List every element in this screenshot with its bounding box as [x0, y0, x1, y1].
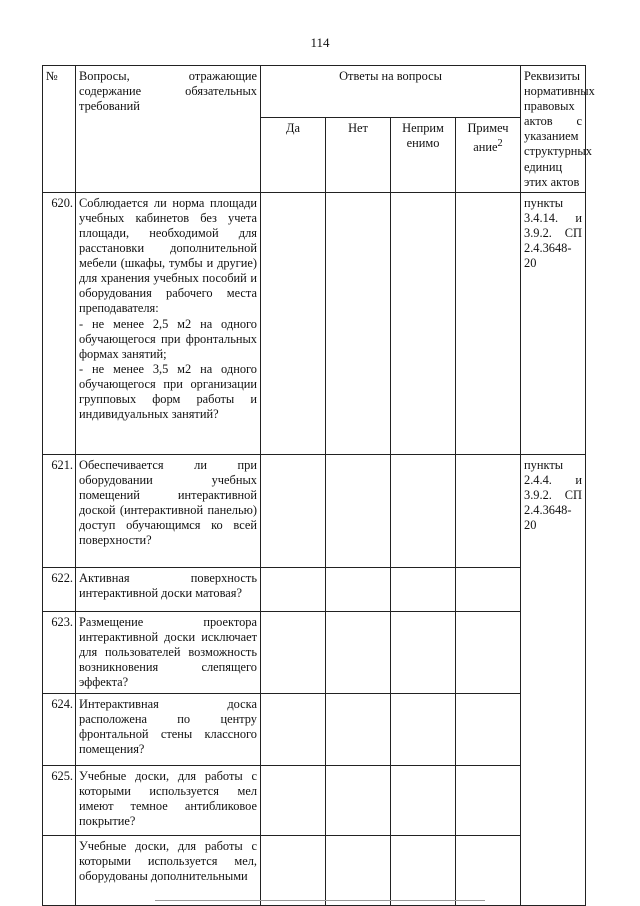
header-num: №	[43, 66, 76, 193]
header-note-tail: ание	[473, 140, 498, 155]
row-question: Учебные доски, для работы с которыми используется мел, оборудованы дополнительными	[76, 835, 261, 905]
answer-yes-cell[interactable]	[261, 192, 326, 454]
row-question: Размещение проектора интерактивной доски исключает для пользователей возможность возникновения слепящего эффекта?	[76, 611, 261, 693]
requirements-table	[42, 65, 595, 906]
row-number	[43, 835, 76, 905]
answer-note-cell[interactable]	[456, 454, 521, 567]
answer-yes-cell[interactable]	[261, 835, 326, 905]
answer-yes-cell[interactable]	[261, 567, 326, 611]
table-row	[43, 192, 586, 454]
answer-no-cell[interactable]	[326, 192, 391, 454]
answer-note-cell[interactable]	[456, 693, 521, 765]
answer-no-cell[interactable]	[326, 765, 391, 835]
header-questions: Вопросы, отражающие содержание обязательных требований	[76, 66, 261, 193]
row-question: Учебные доски, для работы с которыми используется мел имеют темное антибликовое покрытие?	[76, 765, 261, 835]
header-note-label: Примеч	[467, 120, 509, 135]
answer-note-cell[interactable]	[456, 765, 521, 835]
bottom-divider	[155, 900, 485, 901]
answer-na-cell[interactable]	[391, 835, 456, 905]
row-question: Активная поверхность интерактивной доски матовая?	[76, 567, 261, 611]
row-reference: пункты 2.4.4. и 3.9.2. СП 2.4.3648-20	[521, 454, 586, 905]
header-answers: Ответы на вопросы	[261, 66, 521, 118]
answer-no-cell[interactable]	[326, 611, 391, 693]
answer-no-cell[interactable]	[326, 835, 391, 905]
question-text-item-2: - не менее 3,5 м2 на одного обучающегося при организации групповых форм работы и индивидуальных занятий?	[79, 361, 257, 422]
answer-na-cell[interactable]	[391, 611, 456, 693]
table-row	[43, 454, 586, 567]
answer-note-cell[interactable]	[456, 192, 521, 454]
row-number: 621.	[43, 454, 76, 567]
answer-na-cell[interactable]	[391, 765, 456, 835]
answer-yes-cell[interactable]	[261, 693, 326, 765]
header-no: Нет	[326, 117, 391, 192]
answer-na-cell[interactable]	[391, 192, 456, 454]
table-row	[43, 611, 586, 693]
answer-yes-cell[interactable]	[261, 611, 326, 693]
answer-no-cell[interactable]	[326, 693, 391, 765]
question-text-item-1: - не менее 2,5 м2 на одного обучающегося при фронтальных формах занятий;	[79, 316, 257, 361]
answer-no-cell[interactable]	[326, 454, 391, 567]
answer-na-cell[interactable]	[391, 454, 456, 567]
answer-na-cell[interactable]	[391, 693, 456, 765]
row-number: 625.	[43, 765, 76, 835]
page-number: 114	[310, 35, 330, 50]
row-question: Обеспечивается ли при оборудовании учебных помещений интерактивной доской (интерактивной панелью) доступ обучающимся ко всей поверхности?	[76, 454, 261, 567]
answer-note-cell[interactable]	[456, 611, 521, 693]
header-not-applicable: Неприм енимо	[391, 117, 456, 192]
row-question	[76, 192, 261, 454]
row-reference: пункты 3.4.14. и 3.9.2. СП 2.4.3648-20	[521, 192, 586, 454]
row-number: 622.	[43, 567, 76, 611]
table-row	[43, 567, 586, 611]
answer-yes-cell[interactable]	[261, 765, 326, 835]
row-number: 624.	[43, 693, 76, 765]
header-note	[456, 117, 521, 192]
table-row	[43, 693, 586, 765]
row-number: 623.	[43, 611, 76, 693]
answer-no-cell[interactable]	[326, 567, 391, 611]
answer-yes-cell[interactable]	[261, 454, 326, 567]
answer-na-cell[interactable]	[391, 567, 456, 611]
answer-note-cell[interactable]	[456, 835, 521, 905]
answer-note-cell[interactable]	[456, 567, 521, 611]
header-yes: Да	[261, 117, 326, 192]
table-row	[43, 765, 586, 835]
header-refs: Реквизиты нормативных правовых актов с указанием структурных единиц этих актов	[521, 66, 586, 193]
question-text: Соблюдается ли норма площади учебных кабинетов без учета площади, необходимой для расстановки дополнительной мебели (шкафы, тумбы и другие) для хранения учебных пособий и оборудования рабочего места преподавателя:	[79, 195, 257, 316]
row-question: Интерактивная доска расположена по центру фронтальной стены классного помещения?	[76, 693, 261, 765]
row-number: 620.	[43, 192, 76, 454]
table-row	[43, 835, 586, 905]
table-header-row	[43, 66, 586, 118]
header-note-footnote: 2	[497, 138, 503, 150]
